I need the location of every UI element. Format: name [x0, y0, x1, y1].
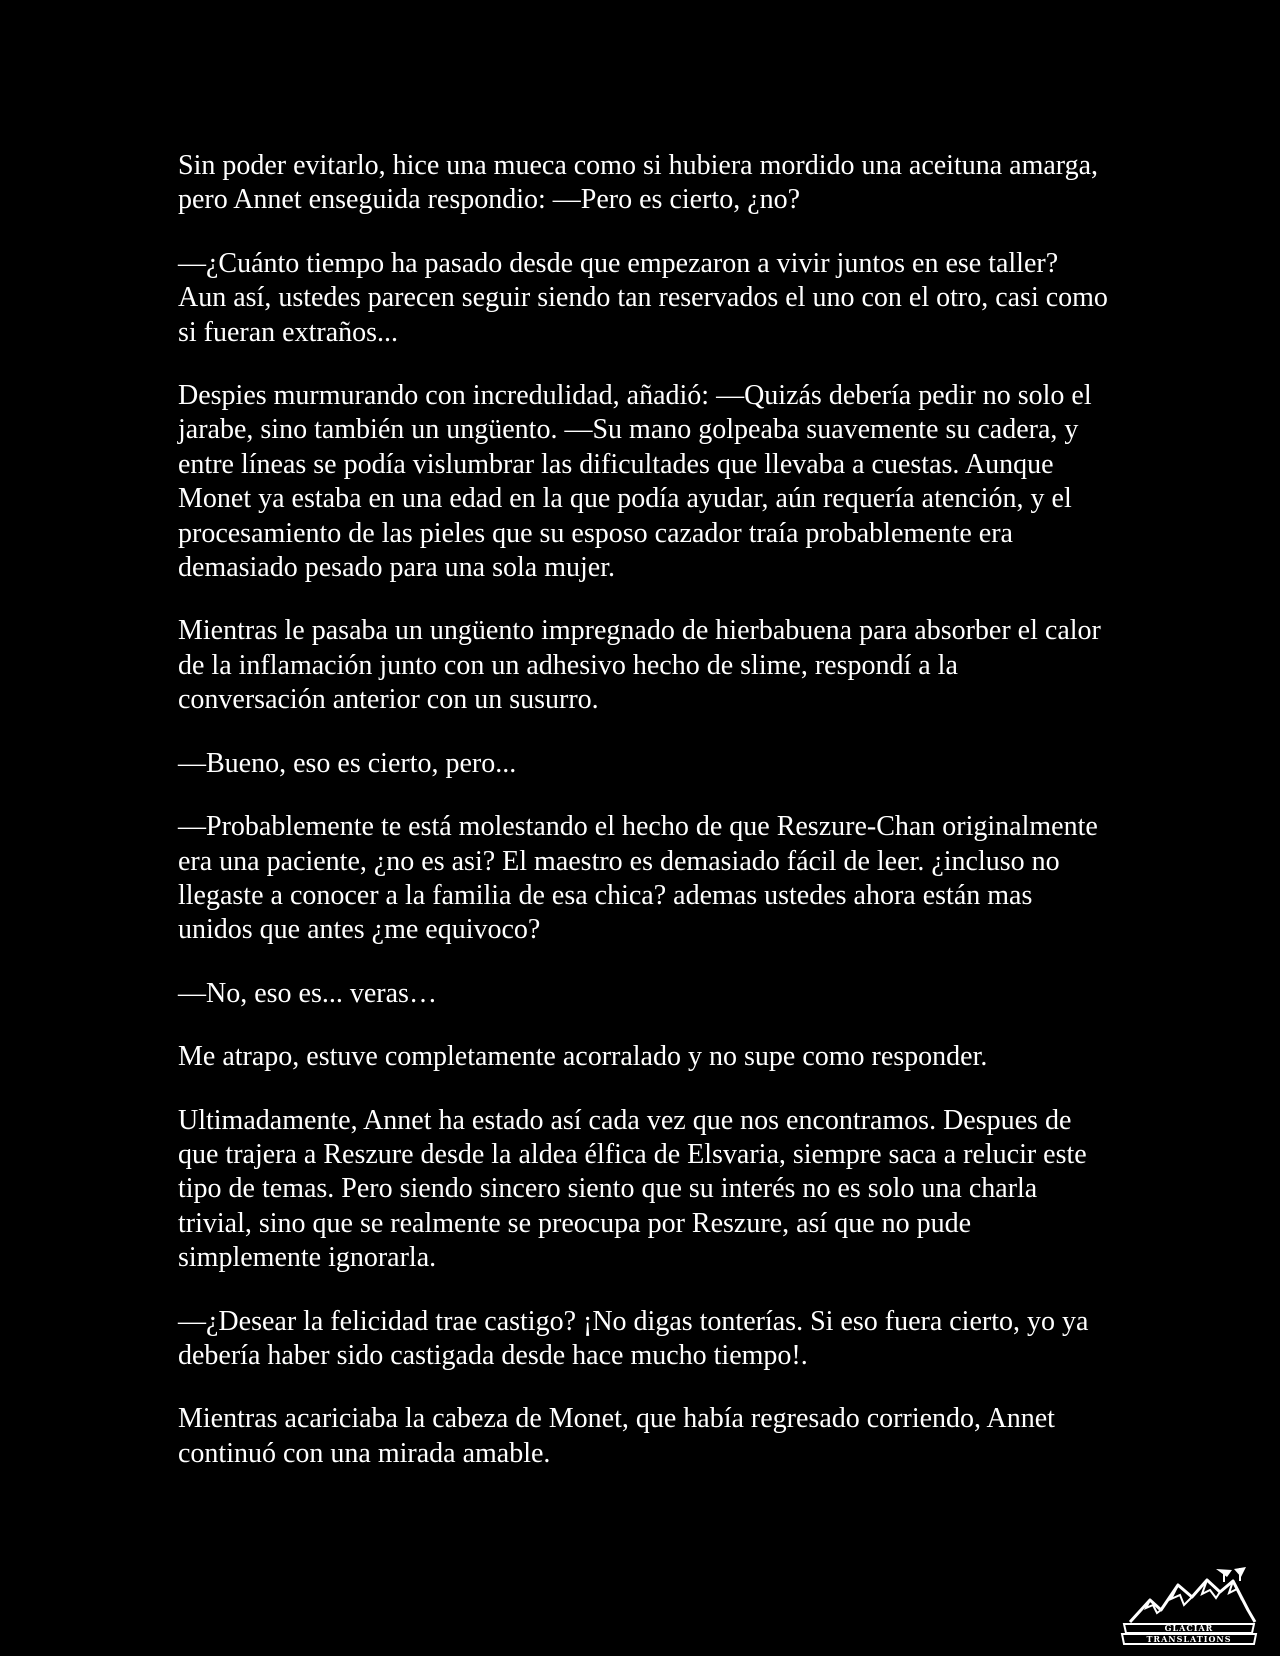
mountain-logo-icon — [1116, 1550, 1262, 1646]
paragraph-5: —Bueno, eso es cierto, pero... — [178, 747, 517, 779]
paragraph-3: Despies murmurando con incredulidad, añadió: —Quizás debería pedir no solo el jarabe, sino también un ungüento. —Su mano golpeaba suavemente su cadera, y entre líneas se podía vislumbrar las dificultades que llevaba a cuestas. Aunque Monet ya estaba en una edad en la que podía ayudar, aún requería atención, y el procesamiento de las pieles que su esposo cazador traía probablemente era demasiado pesado para una sola mujer. — [178, 380, 1092, 584]
paragraph-2: —¿Cuánto tiempo ha pasado desde que empezaron a vivir juntos en ese taller? Aun así, ustedes parecen seguir siendo tan reservados el uno con el otro, casi como si fueran extraños... — [178, 247, 1108, 348]
paragraph-10: —¿Desear la felicidad trae castigo? ¡No digas tonterías. Si eso fuera cierto, yo ya debería haber sido castigada desde hace mucho tiempo!. — [178, 1305, 1089, 1371]
paragraph-11: Mientras acariciaba la cabeza de Monet, que había regresado corriendo, Annet continuó con una mirada amable. — [178, 1403, 1055, 1469]
paragraph-6: —Probablemente te está molestando el hecho de que Reszure-Chan originalmente era una paciente, ¿no es asi? El maestro es demasiado fácil de leer. ¿incluso no llegaste a conocer a la familia de esa chica? ademas ustedes ahora están mas unidos que antes ¿me equivoco? — [178, 811, 1098, 946]
paragraph-7: —No, eso es... veras… — [178, 977, 437, 1009]
logo-line-2: TRANSLATIONS — [1146, 1634, 1232, 1644]
glaciar-translations-logo — [1116, 1550, 1262, 1646]
logo-line-1: GLACIAR — [1164, 1623, 1214, 1633]
document-body — [178, 149, 1108, 1500]
paragraph-1: Sin poder evitarlo, hice una mueca como si hubiera mordido una aceituna amarga, pero Annet enseguida respondio: —Pero es cierto, ¿no? — [178, 150, 1099, 216]
paragraph-9: Ultimadamente, Annet ha estado así cada vez que nos encontramos. Despues de que trajera a Reszure desde la aldea élfica de Elsvaria, siempre saca a relucir este tipo de temas. Pero siendo sincero siento que su interés no es solo una charla trivial, sino que se realmente se preocupa por Reszure, así que no pude simplemente ignorarla. — [178, 1104, 1087, 1274]
paragraph-8: Me atrapo, estuve completamente acorralado y no supe como responder. — [178, 1041, 988, 1073]
paragraph-4: Mientras le pasaba un ungüento impregnado de hierbabuena para absorber el calor de la inflamación junto con un adhesivo hecho de slime, respondí a la conversación anterior con un susurro. — [178, 615, 1101, 716]
